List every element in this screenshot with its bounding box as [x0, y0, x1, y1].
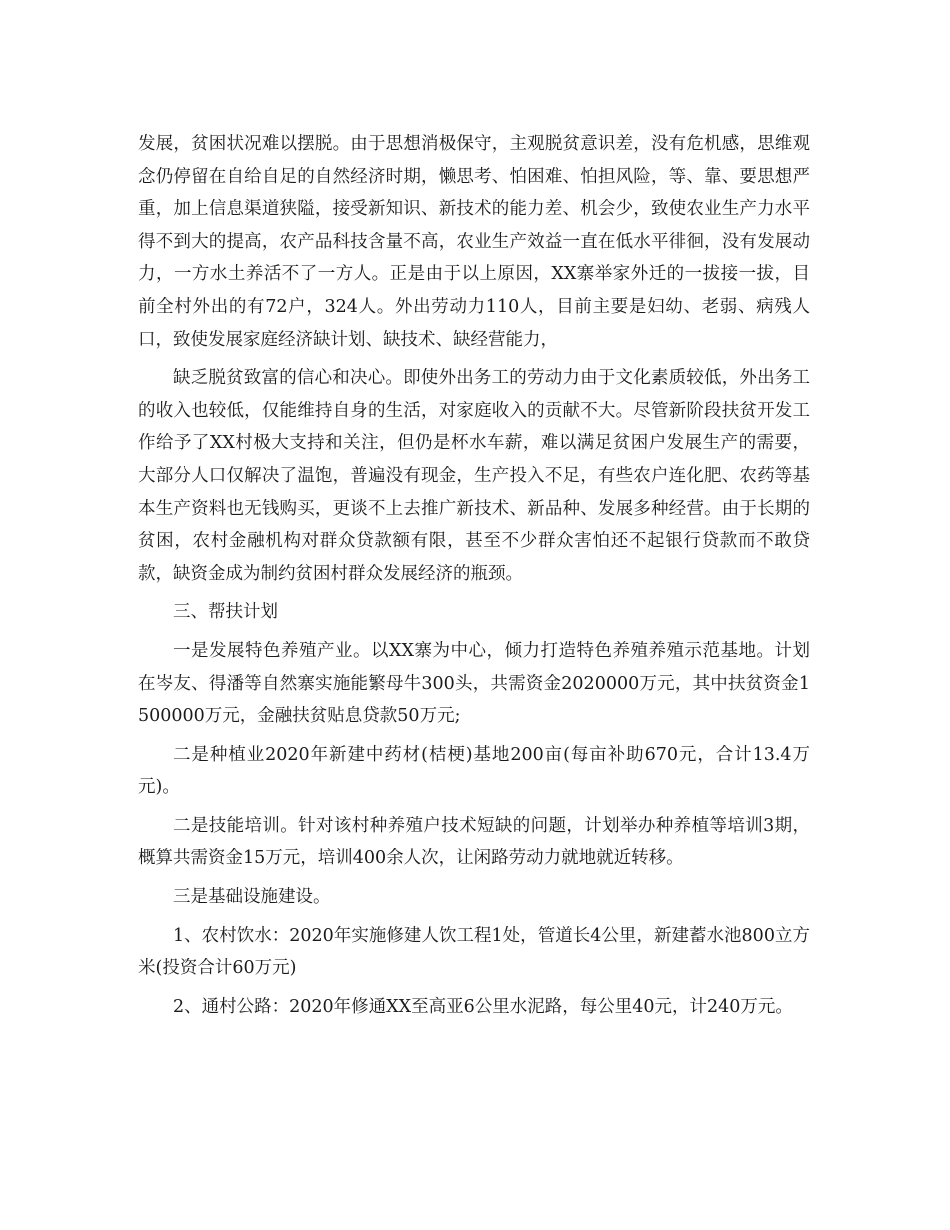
paragraph-infrastructure-heading: 三是基础设施建设。: [173, 887, 331, 908]
paragraph-planting: 二是种植业2020年新建中药材(桔梗)基地200亩(每亩补助670元，合计13.4万元)。: [138, 744, 810, 798]
paragraph-livestock: 一是发展特色养殖产业。以XX寨为中心，倾力打造特色养殖养殖示范基地。计划在岑友、得潘等自然寨实施能繁母牛300头，共需资金2020000万元，其中扶贫资金1500000万元，金融扶贫贴息贷款50万元;: [138, 640, 810, 727]
paragraph-2: 缺乏脱贫致富的信心和决心。即使外出务工的劳动力由于文化素质较低，外出务工的收入也较低，仅能维持自身的生活，对家庭收入的贡献不大。尽管新阶段扶贫开发工作给予了XX村极大支持和关注，但仍是杯水车薪，难以满足贫困户发展生产的需要，大部分人口仅解决了温饱，普遍没有现金，生产投入不足，有些农户连化肥、农药等基本生产资料也无钱购买，更谈不上去推广新技术、新品种、发展多种经营。由于长期的贫困，农村金融机构对群众贷款额有限，甚至不少群众害怕还不起银行贷款而不敢贷款，缺资金成为制约贫困村群众发展经济的瓶颈。: [138, 368, 810, 584]
paragraph-drinking-water: 1、农村饮水：2020年实施修建人饮工程1处，管道长4公里，新建蓄水池800立方米(投资合计60万元): [138, 925, 810, 979]
paragraph-village-road: 2、通村公路：2020年修通XX至高亚6公里水泥路，每公里40元，计240万元。: [173, 996, 793, 1017]
paragraph-1: 发展，贫困状况难以摆脱。由于思想消极保守，主观脱贫意识差，没有危机感，思维观念仍停留在自给自足的自然经济时期，懒思考、怕困难、怕担风险，等、靠、要思想严重，加上信息渠道狭隘，接受新知识、新技术的能力差、机会少，致使农业生产力水平得不到大的提高，农产品科技含量不高，农业生产效益一直在低水平徘徊，没有发展动力，一方水土养活不了一方人。正是由于以上原因，XX寨举家外迁的一拔接一拔，目前全村外出的有72户，324人。外出劳动力110人，目前主要是妇幼、老弱、病残人口，致使发展家庭经济缺计划、缺技术、缺经营能力，: [138, 134, 810, 350]
paragraph-training: 二是技能培训。针对该村种养殖户技术短缺的问题，计划举办种养植等培训3期，概算共需资金15万元，培训400余人次，让闲路劳动力就地就近转移。: [138, 815, 810, 869]
document-body: [138, 128, 810, 1029]
section-heading-assistance-plan: 三、帮扶计划: [173, 602, 278, 623]
